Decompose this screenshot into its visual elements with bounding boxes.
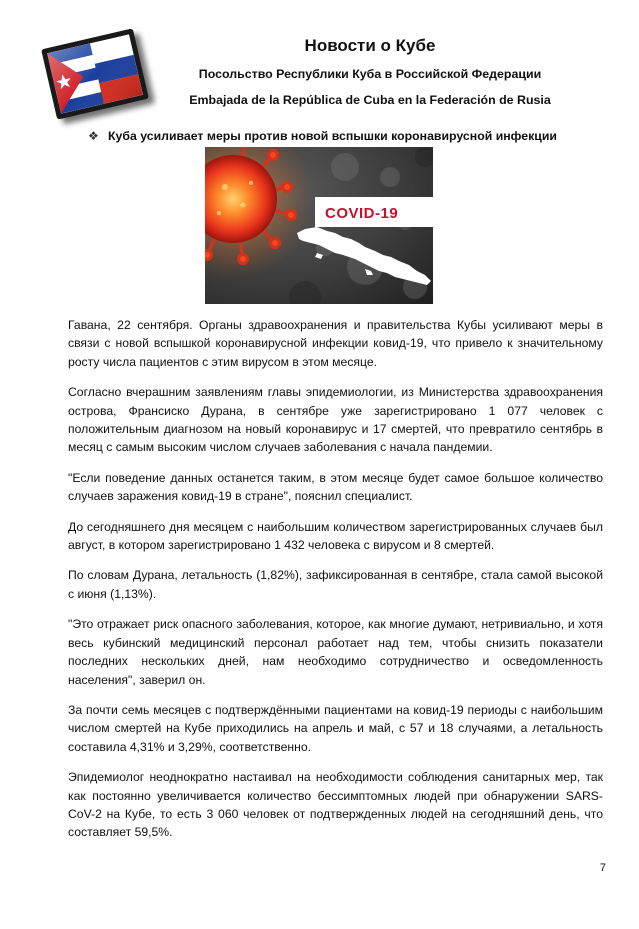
article-paragraph: "Если поведение данных останется таким, в этом месяце будет самое большое количество случаев заражения ковид-19 в стране", пояснил специалист. (68, 470, 603, 504)
article-paragraph: По словам Дурана, летальность (1,82%), зафиксированная в сентябре, стала самой высокой с июня (1,13%). (68, 568, 603, 601)
article-paragraph: За почти семь месяцев с подтверждёнными пациентами на ковид-19 периоды с наибольшим числом смертей на Кубе приходились на апрель и май, с 57 и 18 случаями, а летальность составила 4,31% и 3,29%, соответственно. (68, 702, 603, 754)
article-paragraph: Гавана, 22 сентября. Органы здравоохранения и правительства Кубы усиливают меры в связи с новой вспышкой коронавирусной инфекции ковид-19, что привело к значительному росту числа пациентов с этим вирусом в этом месяце. (68, 318, 603, 369)
page-number: 7 (599, 862, 606, 874)
cuba-russia-flag-icon (41, 28, 149, 119)
article-paragraph: Согласно вчерашним заявлениям главы эпидемиологии, из Министерства здравоохранения острова, Франсиско Дурана, в сентябре уже зарегистрировано 1 077 человек с положительным диагнозом на новый коронавирус и 17 смертей, что превратило сентябрь в месяц с самым высоким числом случаев заболевания с начала пандемии. (68, 385, 603, 455)
article-body (68, 316, 603, 854)
diamond-bullet-icon: ❖ (88, 129, 99, 143)
embassy-name-russian: Посольство Республики Куба в Российской Федерации (198, 67, 542, 81)
article-headline (88, 129, 628, 143)
article-paragraph: Эпидемиолог неоднократно настаивал на необходимости соблюдения санитарных мер, так как постоянно увеличивается количество бессимптомных людей при обнаружении SARS-CoV-2 на Кубе, то есть 3 060 человек от подтвержденных людей на сегодняшний день, что составляет 59,5%. (68, 770, 603, 840)
embassy-name-spanish: Embajada de la República de Cuba en la Federación de Rusia (189, 93, 551, 107)
article-paragraph: До сегодняшнего дня месяцем с наибольшим количеством зарегистрированных случаев был август, в котором зарегистрировано 1 432 человека с вирусом и 8 смертей. (68, 519, 603, 553)
article-paragraph: "Это отражает риск опасного заболевания, которое, как многие думают, нетривиально, и хотя весь кубинский медицинский персонал работает над тем, чтобы снизить показатели последних нескольких дней, нам необходимо сотрудничество и осведомленность населения", заверил он. (68, 617, 603, 687)
covid-label: COVID-19 (325, 205, 399, 222)
headline-text: Куба усиливает меры против новой вспышки коронавирусной инфекции (108, 129, 557, 143)
covid-cuba-illustration (205, 147, 433, 304)
page-title: Новости о Кубе (304, 36, 436, 55)
